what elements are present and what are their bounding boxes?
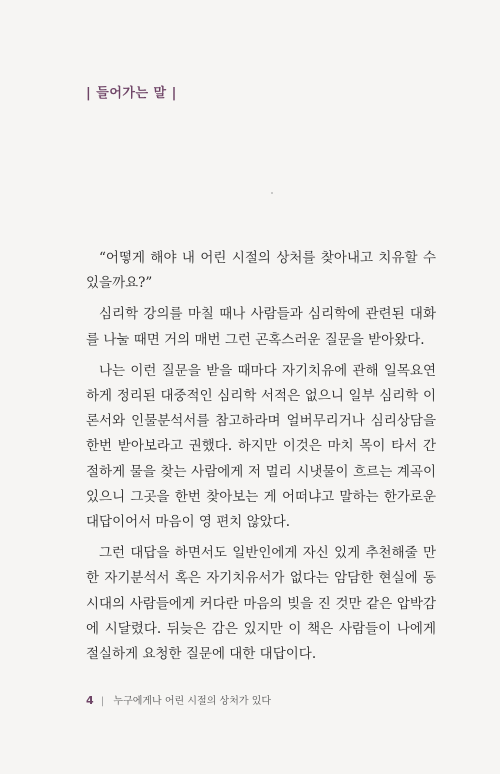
page-number: 4 bbox=[86, 694, 94, 707]
paragraph-quote: “어떻게 해야 내 어린 시절의 상처를 찾아내고 치유할 수 있을까요?” bbox=[86, 250, 436, 292]
running-book-title: 누구에게나 어린 시절의 상처가 있다 bbox=[113, 696, 272, 707]
body-text bbox=[86, 246, 436, 667]
paragraph: 그런 대답을 하면서도 일반인에게 자신 있게 추천해줄 만한 자기분석서 혹은 자기치유서가 없다는 암담한 현실에 동시대의 사람들에게 커다란 마음의 빚을 진 것만 같은 압박감에 시달렸다. 뒤늦은 감은 있지만 이 책은 사람들이 나에게 절실하게 요청한 질문에 대한 대답이다. bbox=[86, 545, 436, 663]
footer-separator: | bbox=[100, 696, 105, 707]
paragraph: 나는 이런 질문을 받을 때마다 자기치유에 관해 일목요연하게 정리된 대중적인 심리학 서적은 없으니 일부 심리학 이론서와 인물분석서를 참고하라며 얼버무리거나 심리상담을 한번 받아보라고 권했다. 하지만 이것은 마치 목이 타서 간절하게 물을 찾는 사람에게 저 멀리 시냇물이 흐르는 계곡이 있으니 그곳을 한번 찾아보는 게 어떠냐고 말하는 한가로운 대답이어서 마음이 영 편치 않았다. bbox=[86, 362, 436, 531]
page-footer bbox=[86, 692, 271, 707]
paper-speck bbox=[271, 192, 273, 194]
paragraph: 심리학 강의를 마칠 때나 사람들과 심리학에 관련된 대화를 나눌 때면 거의 매번 그런 곤혹스러운 질문을 받아왔다. bbox=[86, 306, 436, 348]
section-title: | 들어가는 말 | bbox=[86, 86, 177, 101]
